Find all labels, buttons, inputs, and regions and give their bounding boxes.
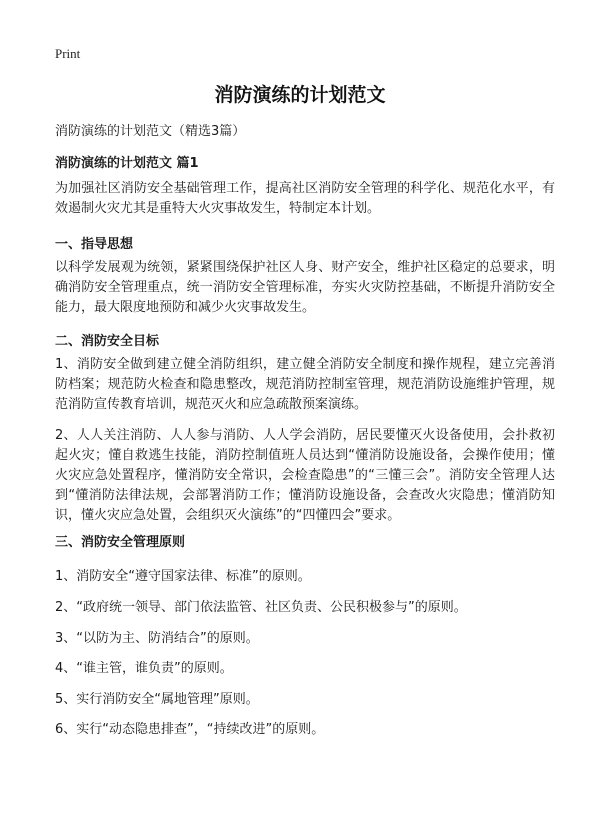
principle-item: 5、实行消防安全“属地管理”原则。 — [55, 692, 259, 707]
chapter-heading: 消防演练的计划范文 篇1 — [55, 156, 199, 171]
principle-item: 6、实行“动态隐患排查”，“持续改进”的原则。 — [55, 722, 325, 737]
principle-item: 3、“以防为主、防消结合”的原则。 — [55, 631, 259, 646]
page-title: 消防演练的计划范文 — [214, 84, 386, 106]
intro-paragraph: 为加强社区消防安全基础管理工作，提高社区消防安全管理的科学化、规范化水平，有效遏制火灾尤其是重特大火灾事故发生，特制定本计划。 — [55, 181, 555, 216]
safety-goals-paragraph-2: 2、人人关注消防、人人参与消防、人人学会消防，居民要懂灭火设备使用，会扑救初起火灾；懂自救逃生技能，消防控制值班人员达到“懂消防设施设备，会操作使用；懂火灾应急处置程序，懂消防安全常识，会检查隐患”的“三懂三会”。消防安全管理人达到“懂消防法律法规，会部署消防工作；懂消防设施设备，会查改火灾隐患；懂消防知识，懂火灾应急处置，会组织灭火演练”的“四懂四会”要求。 — [55, 428, 555, 523]
principle-item: 2、“政府统一领导、部门依法监管、社区负责、公民积极参与”的原则。 — [55, 600, 467, 615]
section-heading-safety-goals: 二、消防安全目标 — [55, 334, 160, 349]
section-heading-guiding-ideology: 一、指导思想 — [55, 237, 134, 252]
print-link[interactable]: Print — [55, 46, 81, 61]
document-subtitle: 消防演练的计划范文（精选3篇） — [55, 124, 246, 139]
safety-goals-paragraph-1: 1、消防安全做到建立健全消防组织，建立健全消防安全制度和操作规程，建立完善消防档案；规范防火检查和隐患整改，规范消防控制室管理，规范消防设施维护管理，规范消防宣传教育培训，规范灭火和应急疏散预案演练。 — [55, 357, 555, 412]
principle-item: 4、“谁主管，谁负责”的原则。 — [55, 661, 233, 676]
principle-item: 1、消防安全“遵守国家法律、标准”的原则。 — [55, 569, 311, 584]
section-heading-management-principles: 三、消防安全管理原则 — [55, 535, 186, 550]
guiding-ideology-paragraph: 以科学发展观为统领，紧紧围绕保护社区人身、财产安全，维护社区稳定的总要求，明确消防安全管理重点，统一消防安全管理标准，夯实火灾防控基础，不断提升消防安全能力，最大限度地预防和减少火灾事故发生。 — [55, 260, 555, 315]
